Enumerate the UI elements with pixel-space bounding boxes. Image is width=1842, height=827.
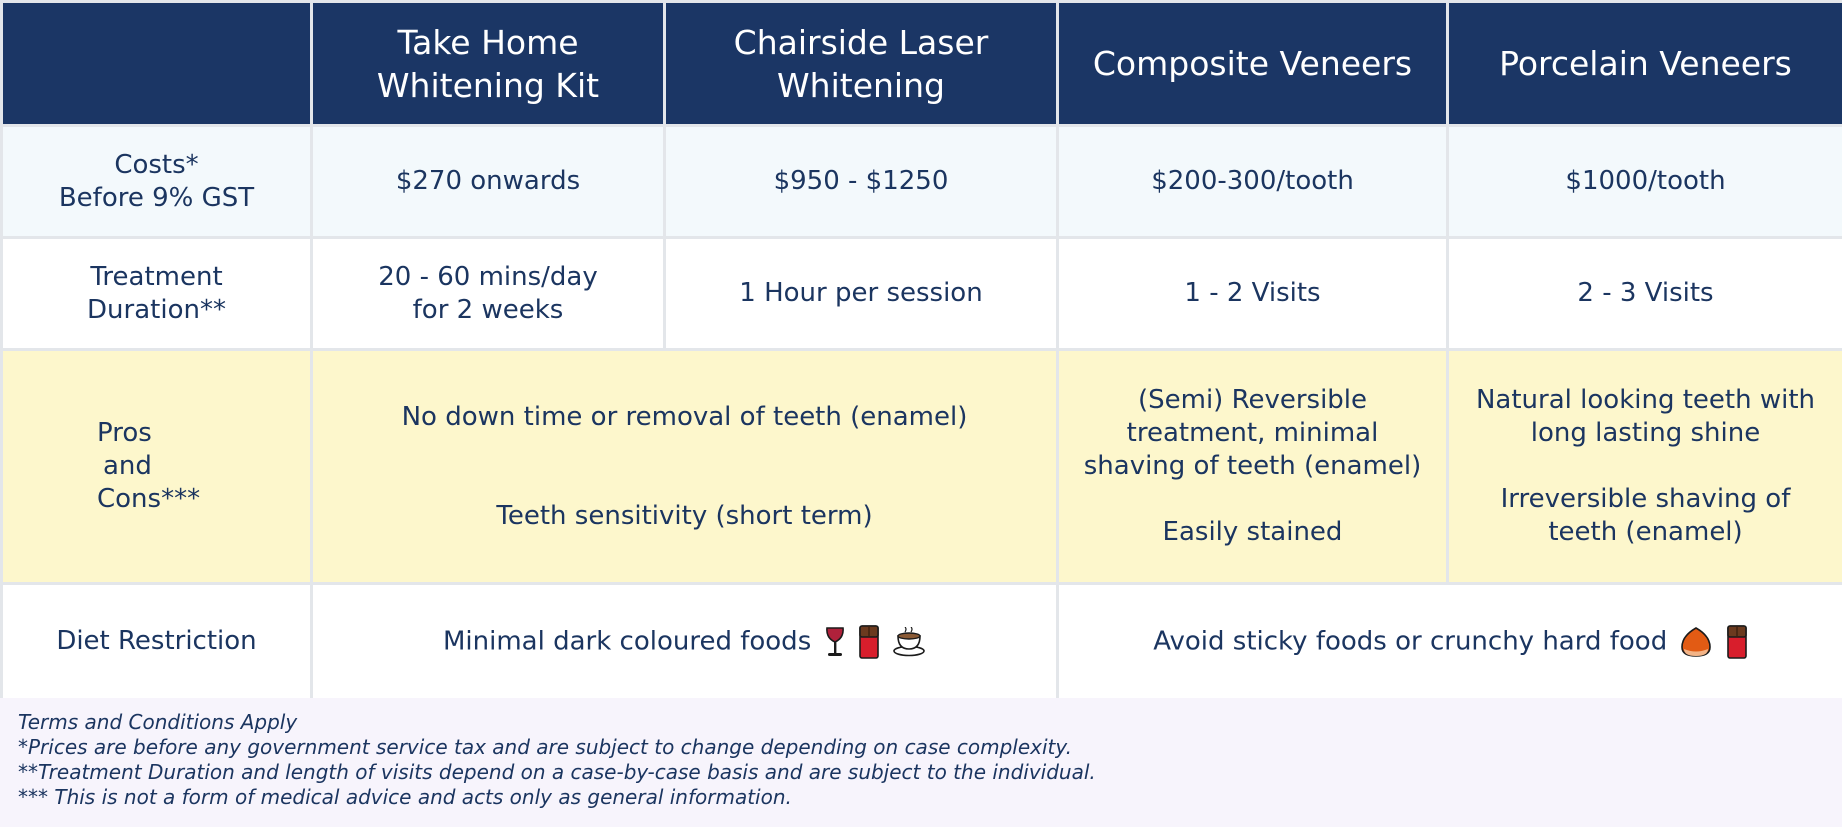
porcelain-con-line2: teeth (enamel) [1548, 517, 1743, 547]
cost-porcelain-veneers: $1000/tooth [1448, 126, 1842, 238]
pros-cons-composite [1058, 350, 1448, 584]
terms-footer [0, 698, 1842, 827]
cost-composite-veneers: $200-300/tooth [1058, 126, 1448, 238]
footnote-prices: *Prices are before any government service tax and are subject to change depending on case complexity. [18, 735, 1073, 759]
composite-pro-line1: (Semi) Reversible [1137, 385, 1368, 415]
diet-veneers [1058, 584, 1842, 700]
diet-whitening [312, 584, 1058, 700]
header-corner [2, 2, 312, 126]
duration-chairside-laser: 1 Hour per session [665, 238, 1058, 350]
chocolate-bar-icon [858, 625, 880, 659]
duration-row [2, 238, 1842, 350]
terms-line: Terms and Conditions Apply [18, 710, 298, 734]
duration-label-line1: Treatment [90, 261, 223, 292]
chestnut-icon [1679, 626, 1713, 658]
porcelain-con-line1: Irreversible shaving of [1500, 484, 1791, 514]
diet-veneers-text: Avoid sticky foods or crunchy hard food [1153, 626, 1668, 656]
cost-chairside-laser: $950 - $1250 [665, 126, 1058, 238]
duration-take-home-kit [312, 238, 665, 350]
coffee-cup-icon [892, 627, 926, 657]
composite-pro-line2: treatment, minimal [1126, 418, 1379, 448]
header-label-line1: Chairside Laser [733, 22, 989, 62]
porcelain-pro-line2: long lasting shine [1530, 418, 1761, 448]
header-chairside-laser [665, 2, 1058, 126]
header-label-line1: Porcelain Veneers [1499, 44, 1792, 83]
header-label-line2: Whitening Kit [376, 65, 600, 105]
duration-home-line2: for 2 weeks [412, 294, 564, 325]
pros-cons-row-label [2, 350, 312, 584]
costs-label-line2: Before 9% GST [58, 182, 255, 213]
cost-take-home-kit: $270 onwards [312, 126, 665, 238]
duration-home-line1: 20 - 60 mins/day [378, 261, 598, 292]
pros-cons-whitening [312, 350, 1058, 584]
costs-row [2, 126, 1842, 238]
duration-row-label [2, 238, 312, 350]
diet-row-label: Diet Restriction [2, 584, 312, 700]
header-label-line1: Take Home [397, 22, 579, 62]
footnote-duration: **Treatment Duration and length of visits depend on a case-by-case basis and are subject to the individual. [18, 760, 1096, 784]
header-composite-veneers [1058, 2, 1448, 126]
pros-label-line2: and [103, 451, 152, 481]
header-label-line1: Composite Veneers [1092, 44, 1413, 83]
header-porcelain-veneers [1448, 2, 1842, 126]
pros-label-line3: Cons*** [97, 484, 201, 514]
header-label-line2: Whitening [777, 65, 945, 105]
header-take-home-kit [312, 2, 665, 126]
whitening-con: Teeth sensitivity (short term) [496, 500, 873, 531]
diet-whitening-text: Minimal dark coloured foods [442, 626, 812, 656]
duration-composite-veneers: 1 - 2 Visits [1058, 238, 1448, 350]
porcelain-pro-line1: Natural looking teeth with [1475, 385, 1815, 415]
wine-glass-icon [824, 626, 846, 658]
duration-label-line2: Duration** [87, 294, 226, 325]
composite-pro-line3: shaving of teeth (enamel) [1083, 451, 1422, 481]
duration-porcelain-veneers: 2 - 3 Visits [1448, 238, 1842, 350]
chocolate-bar-icon [1726, 625, 1748, 659]
composite-con: Easily stained [1162, 517, 1343, 547]
diet-row [2, 584, 1842, 700]
costs-label-line1: Costs* [114, 149, 199, 180]
pros-cons-row [2, 350, 1842, 584]
pros-label-line1: Pros [97, 418, 152, 448]
pros-cons-porcelain [1448, 350, 1842, 584]
whitening-pro: No down time or removal of teeth (enamel) [401, 401, 968, 432]
footnote-medical-advice: *** This is not a form of medical advice and acts only as general information. [18, 785, 792, 809]
costs-row-label [2, 126, 312, 238]
header-row [2, 2, 1842, 126]
